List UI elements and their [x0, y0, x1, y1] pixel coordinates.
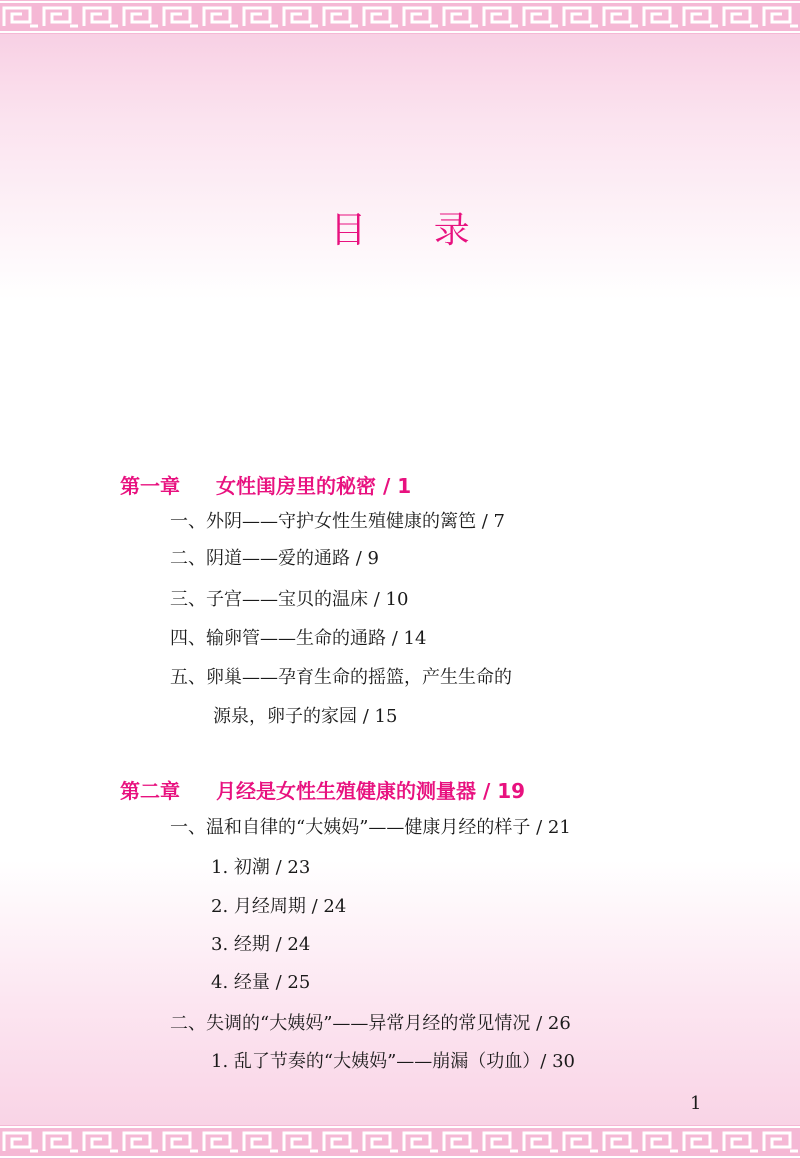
toc-title: 目 录	[330, 210, 498, 251]
chapter-heading[interactable]	[120, 472, 411, 500]
toc-subentry[interactable]: 1. 乱了节奏的“大姨妈”——崩漏（功血）/ 30	[211, 1051, 575, 1072]
toc-entry[interactable]: 三、子宫——宝贝的温床 / 10	[170, 589, 409, 610]
toc-entry-continuation[interactable]: 源泉，卵子的家园 / 15	[213, 706, 398, 727]
chapter-number: 第二章	[120, 779, 180, 803]
toc-entry[interactable]: 一、温和自律的“大姨妈”——健康月经的样子 / 21	[170, 817, 571, 838]
chapter-title: 女性闺房里的秘密 / 1	[216, 474, 412, 498]
toc-subentry[interactable]: 1. 初潮 / 23	[211, 857, 311, 878]
decorative-border-bottom	[0, 1125, 800, 1159]
chapter-number: 第一章	[120, 474, 180, 498]
page-number: 1	[690, 1093, 702, 1114]
chapter-title: 月经是女性生殖健康的测量器 / 19	[216, 779, 526, 803]
toc-entry[interactable]: 四、输卵管——生命的通路 / 14	[170, 628, 427, 649]
toc-entry[interactable]: 一、外阴——守护女性生殖健康的篱笆 / 7	[170, 511, 505, 532]
toc-subentry[interactable]: 2. 月经周期 / 24	[211, 896, 347, 917]
toc-entry[interactable]: 二、失调的“大姨妈”——异常月经的常见情况 / 26	[170, 1013, 571, 1034]
toc-subentry[interactable]: 4. 经量 / 25	[211, 972, 311, 993]
chapter-heading[interactable]	[120, 777, 525, 805]
toc-subentry[interactable]: 3. 经期 / 24	[211, 934, 311, 955]
toc-entry[interactable]: 二、阴道——爱的通路 / 9	[170, 548, 379, 569]
toc-entry[interactable]: 五、卵巢——孕育生命的摇篮，产生生命的	[170, 667, 512, 688]
decorative-border-top	[0, 0, 800, 34]
